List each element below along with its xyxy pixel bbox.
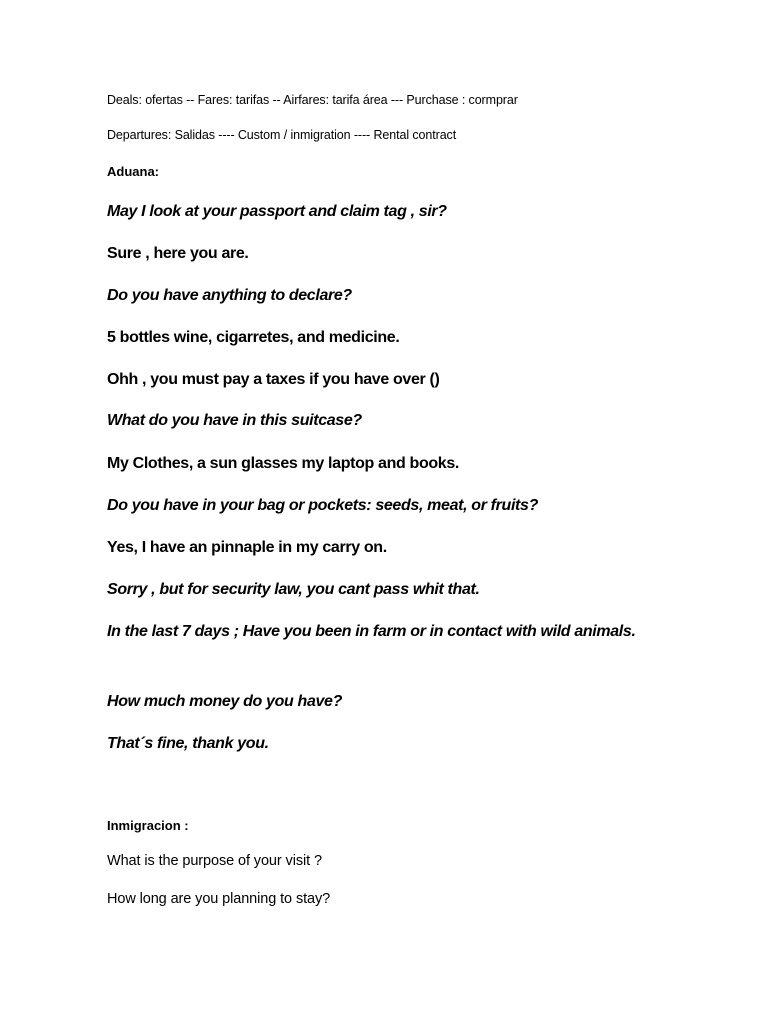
inmigracion-heading: Inmigracion : bbox=[107, 818, 189, 833]
dialogue-line: In the last 7 days ; Have you been in farm or in contact with wild animals. bbox=[107, 623, 636, 640]
dialogue-line: How much money do you have? bbox=[107, 693, 343, 710]
dialogue-line: 5 bottles wine, cigarretes, and medicine. bbox=[107, 329, 400, 346]
question-line: What is the purpose of your visit ? bbox=[107, 853, 322, 869]
dialogue-line: Sure , here you are. bbox=[107, 245, 249, 262]
aduana-heading: Aduana: bbox=[107, 164, 159, 179]
dialogue-line: That´s fine, thank you. bbox=[107, 735, 269, 752]
dialogue-line: May I look at your passport and claim tag , sir? bbox=[107, 203, 447, 220]
dialogue-line: Do you have in your bag or pockets: seeds, meat, or fruits? bbox=[107, 497, 539, 514]
dialogue-line: Yes, I have an pinnaple in my carry on. bbox=[107, 539, 387, 556]
dialogue-line: What do you have in this suitcase? bbox=[107, 412, 362, 429]
dialogue-line: Ohh , you must pay a taxes if you have over () bbox=[107, 371, 440, 388]
question-line: How long are you planning to stay? bbox=[107, 891, 331, 907]
vocab-line-1: Deals: ofertas -- Fares: tarifas -- Airfares: tarifa área --- Purchase : cormprar bbox=[107, 93, 518, 107]
vocab-line-2: Departures: Salidas ---- Custom / inmigration ---- Rental contract bbox=[107, 128, 457, 142]
dialogue-line: Sorry , but for security law, you cant pass whit that. bbox=[107, 581, 480, 598]
dialogue-line: My Clothes, a sun glasses my laptop and books. bbox=[107, 455, 459, 472]
dialogue-line: Do you have anything to declare? bbox=[107, 287, 352, 304]
